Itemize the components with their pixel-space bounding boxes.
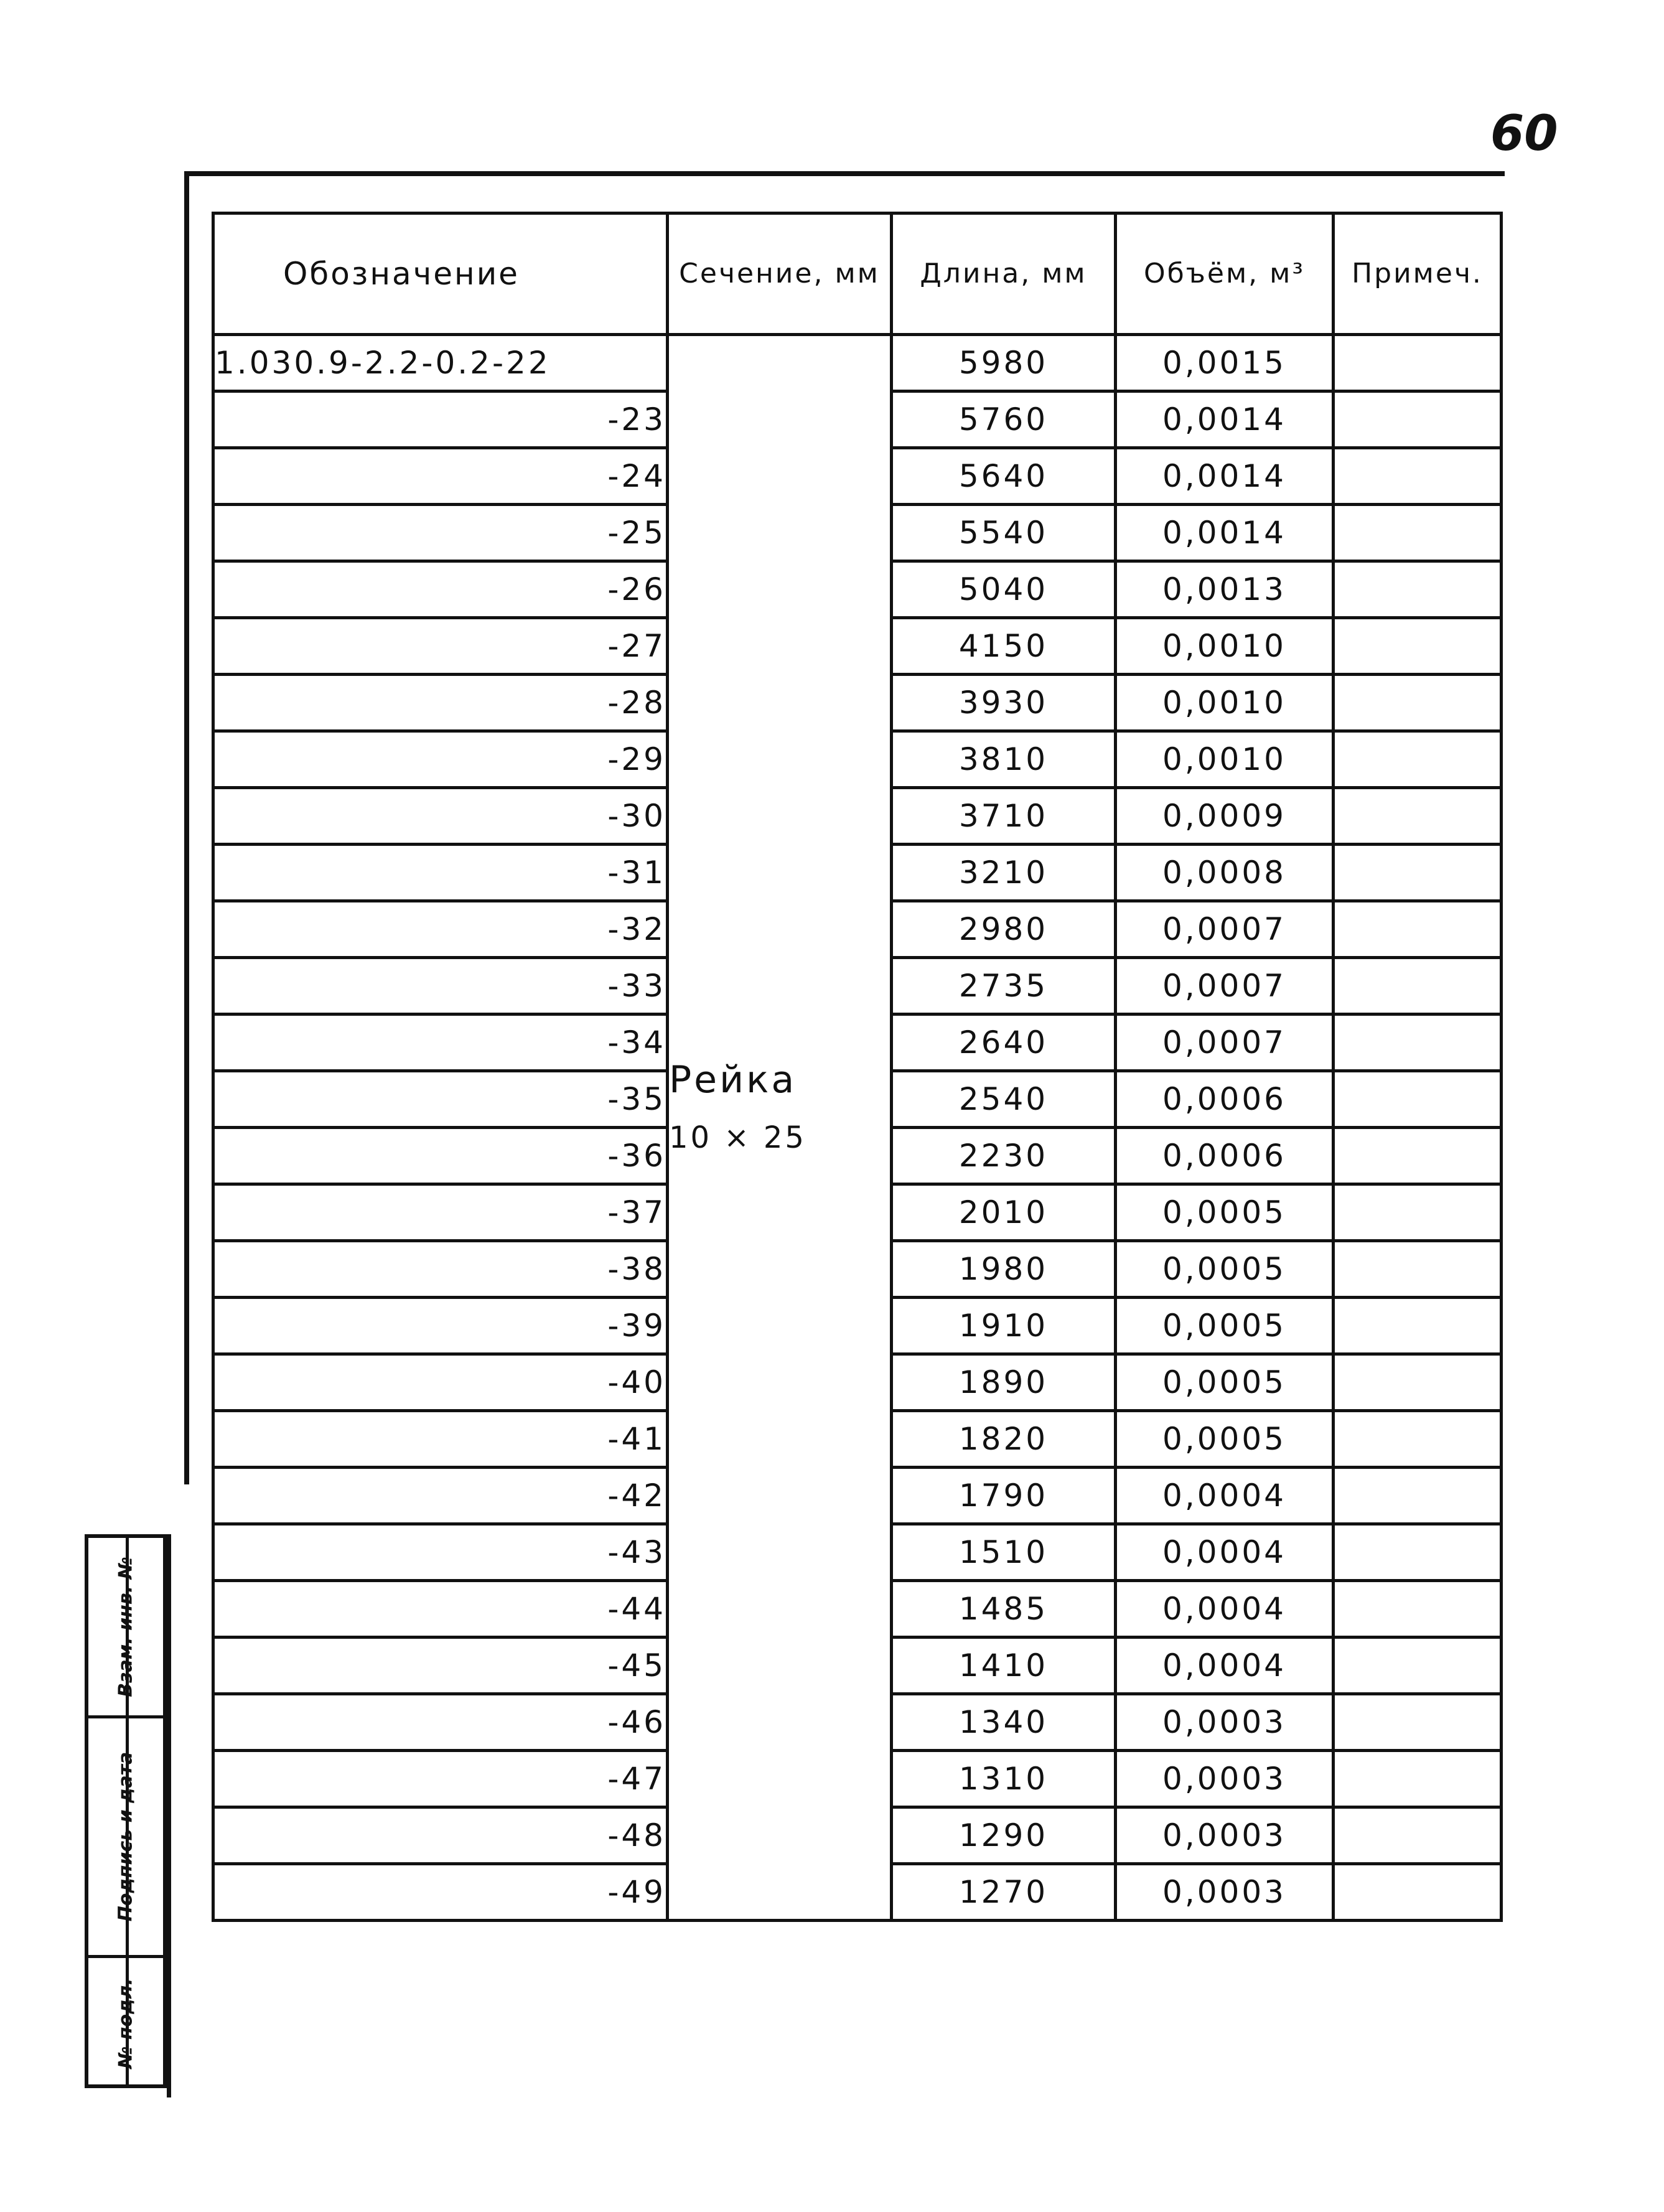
- volume-cell: 0,0014: [1116, 391, 1334, 448]
- length-cell: 1820: [892, 1411, 1116, 1468]
- designation-cell: -23: [213, 391, 668, 448]
- designation-cell: -49: [213, 1864, 668, 1921]
- length-cell: 2540: [892, 1071, 1116, 1128]
- stamp-cell-original-inv: [88, 1958, 163, 2089]
- length-cell: 1290: [892, 1807, 1116, 1864]
- length-cell: 2230: [892, 1128, 1116, 1184]
- note-cell: [1334, 1298, 1502, 1354]
- stamp-label-replaced-inv: Взам. инв. №: [115, 1556, 137, 1697]
- note-cell: [1334, 1354, 1502, 1411]
- designation-cell: -44: [213, 1581, 668, 1638]
- length-cell: 3810: [892, 731, 1116, 788]
- designation-cell: -32: [213, 901, 668, 958]
- length-cell: 2640: [892, 1015, 1116, 1071]
- volume-cell: 0,0005: [1116, 1298, 1334, 1354]
- volume-cell: 0,0006: [1116, 1128, 1334, 1184]
- volume-cell: 0,0004: [1116, 1524, 1334, 1581]
- note-cell: [1334, 675, 1502, 731]
- stamp-cell-signature: [88, 1718, 163, 1958]
- header-designation: Обозначение: [213, 213, 668, 335]
- volume-cell: 0,0003: [1116, 1807, 1334, 1864]
- header-note: Примеч.: [1334, 213, 1502, 335]
- note-cell: [1334, 1128, 1502, 1184]
- note-cell: [1334, 845, 1502, 901]
- title-stamp-block: [85, 1534, 167, 2088]
- volume-cell: 0,0004: [1116, 1581, 1334, 1638]
- note-cell: [1334, 561, 1502, 618]
- note-cell: [1334, 1184, 1502, 1241]
- designation-cell: -34: [213, 1015, 668, 1071]
- length-cell: 1485: [892, 1581, 1116, 1638]
- designation-cell: -42: [213, 1468, 668, 1524]
- volume-cell: 0,0013: [1116, 561, 1334, 618]
- note-cell: [1334, 731, 1502, 788]
- designation-cell: -37: [213, 1184, 668, 1241]
- note-cell: [1334, 1015, 1502, 1071]
- section-name: Рейка: [669, 1058, 797, 1102]
- volume-cell: 0,0014: [1116, 505, 1334, 561]
- volume-cell: 0,0004: [1116, 1468, 1334, 1524]
- note-cell: [1334, 1071, 1502, 1128]
- designation-cell: -28: [213, 675, 668, 731]
- stamp-label-original-inv: № подл.: [115, 1978, 137, 2069]
- length-cell: 1410: [892, 1638, 1116, 1694]
- length-cell: 1980: [892, 1241, 1116, 1298]
- note-cell: [1334, 1751, 1502, 1807]
- section-cell: [668, 335, 892, 1921]
- designation-cell: -41: [213, 1411, 668, 1468]
- note-cell: [1334, 1694, 1502, 1751]
- volume-cell: 0,0005: [1116, 1184, 1334, 1241]
- note-cell: [1334, 958, 1502, 1015]
- volume-cell: 0,0003: [1116, 1694, 1334, 1751]
- designation-cell: -47: [213, 1751, 668, 1807]
- length-cell: 1890: [892, 1354, 1116, 1411]
- designation-cell: -24: [213, 448, 668, 505]
- length-cell: 1340: [892, 1694, 1116, 1751]
- length-cell: 5980: [892, 335, 1116, 391]
- length-cell: 3710: [892, 788, 1116, 845]
- volume-cell: 0,0008: [1116, 845, 1334, 901]
- designation-cell: -38: [213, 1241, 668, 1298]
- length-cell: 1790: [892, 1468, 1116, 1524]
- length-cell: 1310: [892, 1751, 1116, 1807]
- table-header-row: [213, 213, 1502, 335]
- designation-cell: -27: [213, 618, 668, 675]
- volume-cell: 0,0005: [1116, 1411, 1334, 1468]
- length-cell: 1910: [892, 1298, 1116, 1354]
- designation-cell: -43: [213, 1524, 668, 1581]
- volume-cell: 0,0003: [1116, 1864, 1334, 1921]
- designation-cell: -35: [213, 1071, 668, 1128]
- note-cell: [1334, 505, 1502, 561]
- note-cell: [1334, 1524, 1502, 1581]
- designation-cell: -26: [213, 561, 668, 618]
- length-cell: 5640: [892, 448, 1116, 505]
- table-row: [213, 335, 1502, 391]
- designation-cell: -39: [213, 1298, 668, 1354]
- length-cell: 2010: [892, 1184, 1116, 1241]
- length-cell: 5040: [892, 561, 1116, 618]
- note-cell: [1334, 618, 1502, 675]
- volume-cell: 0,0010: [1116, 731, 1334, 788]
- length-cell: 5540: [892, 505, 1116, 561]
- frame-left-border-lower: [167, 1534, 171, 2097]
- note-cell: [1334, 391, 1502, 448]
- volume-cell: 0,0014: [1116, 448, 1334, 505]
- header-section: Сечение, мм: [668, 213, 892, 335]
- volume-cell: 0,0005: [1116, 1241, 1334, 1298]
- note-cell: [1334, 1864, 1502, 1921]
- note-cell: [1334, 1411, 1502, 1468]
- stamp-cell-replaced-inv: [88, 1538, 163, 1718]
- length-cell: 3930: [892, 675, 1116, 731]
- volume-cell: 0,0003: [1116, 1751, 1334, 1807]
- note-cell: [1334, 1468, 1502, 1524]
- volume-cell: 0,0009: [1116, 788, 1334, 845]
- header-volume: Объём, м³: [1116, 213, 1334, 335]
- note-cell: [1334, 335, 1502, 391]
- note-cell: [1334, 1581, 1502, 1638]
- note-cell: [1334, 1638, 1502, 1694]
- note-cell: [1334, 1241, 1502, 1298]
- volume-cell: 0,0007: [1116, 901, 1334, 958]
- designation-cell: -33: [213, 958, 668, 1015]
- volume-cell: 0,0006: [1116, 1071, 1334, 1128]
- length-cell: 4150: [892, 618, 1116, 675]
- header-length: Длина, мм: [892, 213, 1116, 335]
- note-cell: [1334, 788, 1502, 845]
- note-cell: [1334, 448, 1502, 505]
- designation-cell: -30: [213, 788, 668, 845]
- designation-cell: -25: [213, 505, 668, 561]
- length-cell: 1270: [892, 1864, 1116, 1921]
- volume-cell: 0,0007: [1116, 958, 1334, 1015]
- table-body: [213, 335, 1502, 1921]
- designation-cell: 1.030.9-2.2-0.2-22: [213, 335, 668, 391]
- volume-cell: 0,0007: [1116, 1015, 1334, 1071]
- designation-cell: -45: [213, 1638, 668, 1694]
- designation-cell: -40: [213, 1354, 668, 1411]
- designation-cell: -46: [213, 1694, 668, 1751]
- frame-left-border: [184, 171, 189, 1484]
- length-cell: 5760: [892, 391, 1116, 448]
- length-cell: 2980: [892, 901, 1116, 958]
- designation-cell: -29: [213, 731, 668, 788]
- volume-cell: 0,0015: [1116, 335, 1334, 391]
- frame-top-border: [187, 171, 1505, 176]
- volume-cell: 0,0005: [1116, 1354, 1334, 1411]
- designation-cell: -48: [213, 1807, 668, 1864]
- designation-cell: -36: [213, 1128, 668, 1184]
- designation-cell: -31: [213, 845, 668, 901]
- note-cell: [1334, 1807, 1502, 1864]
- page-number: 60: [1490, 106, 1558, 162]
- volume-cell: 0,0004: [1116, 1638, 1334, 1694]
- note-cell: [1334, 901, 1502, 958]
- volume-cell: 0,0010: [1116, 675, 1334, 731]
- volume-cell: 0,0010: [1116, 618, 1334, 675]
- length-cell: 2735: [892, 958, 1116, 1015]
- section-size: 10 × 25: [669, 1120, 806, 1155]
- stamp-label-signature: Подпись и дата: [115, 1751, 137, 1922]
- length-cell: 3210: [892, 845, 1116, 901]
- length-cell: 1510: [892, 1524, 1116, 1581]
- specification-table: [212, 212, 1503, 1922]
